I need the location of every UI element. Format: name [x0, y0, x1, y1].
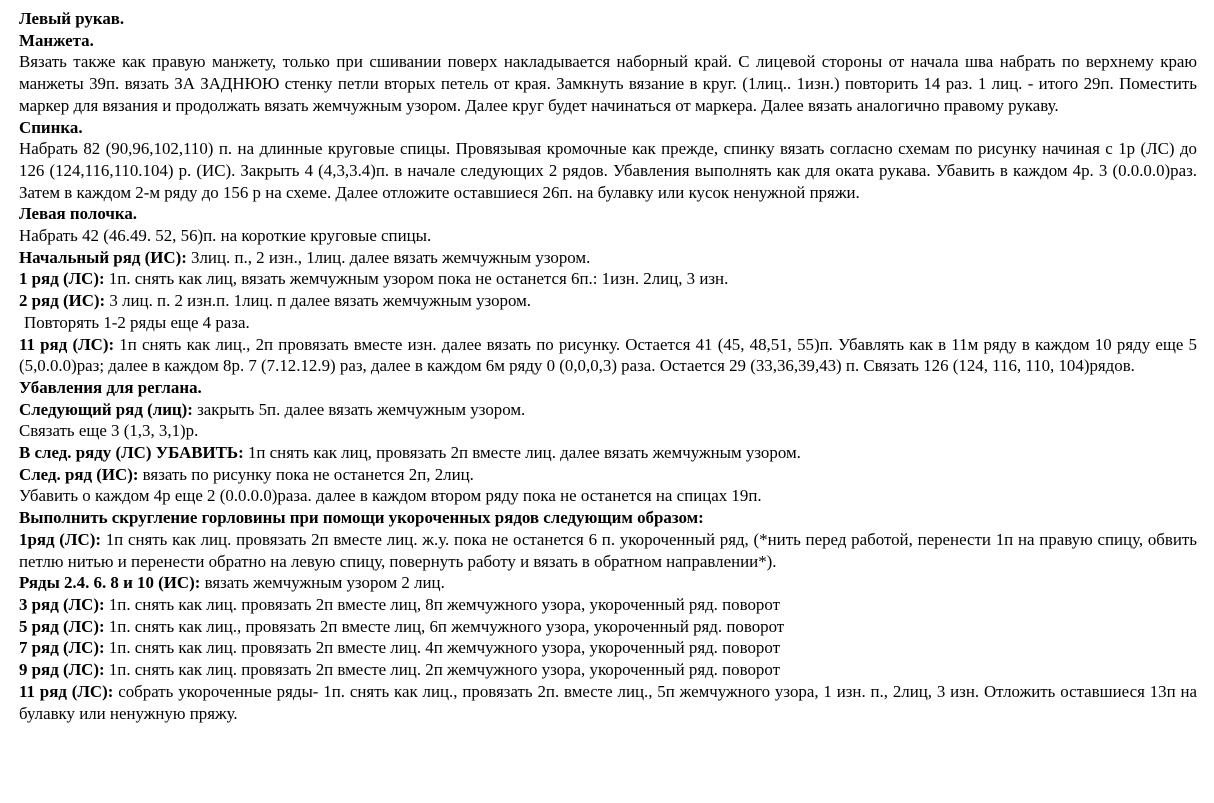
neck-row-11-text: собрать укороченные ряды- 1п. снять как лиц., провязать 2п. вместе лиц., 5п жемчужного узора, 1 изн. п., 2лиц, 3 изн. Отложить оставшиеся 13п на булавку или ненужную пряжу. [19, 681, 1198, 723]
neckline-heading: Выполнить скругление горловины при помощи укороченных рядов следующим образом: [19, 508, 704, 528]
cuff-paragraph: Вязать также как правую манжету, только при сшивании поверх накладывается наборный край. С лицевой стороны от начала шва набрать по верхнему краю манжеты 39п. вязать ЗА ЗАДНЮЮ стенку петли вторых петель от края. Замкнуть вязание в круг. (1лиц.. 1изн.) повторить 14 раз. 1 лиц. - итого 29п. Поместить маркер для вязания и продолжать вязать жемчужным узором. Далее круг будет начинаться от маркера. Далее вязать аналогично правому рукаву. [19, 52, 1197, 115]
left-sleeve-heading: Левый рукав. [19, 9, 125, 28]
repeat-rows-line: Повторять 1-2 ряды еще 4 раза. [24, 312, 250, 332]
front-row-step [19, 268, 1197, 290]
raglan-next-row-text: закрыть 5п. далее вязать жемчужным узором. [192, 399, 526, 419]
neck-row-label: 3 ряд (ЛС): [19, 594, 105, 614]
cuff-heading: Манжета. [19, 30, 94, 50]
neck-row-text: 1п. снять как лиц., провязать 2п вместе лиц, 6п жемчужного узора, укороченный ряд. поворот [104, 616, 785, 636]
front-row-11-paragraph [19, 334, 1197, 377]
front-row-11-text: 1п снять как лиц., 2п провязать вместе изн. далее вязать по рисунку. Остается 41 (45, 48,51, 55)п. Убавлять как в 11м ряду в каждом 10 ряду еще 5 (5,0.0.0)раз; далее в каждом 8р. 7 (7.12.12.9) раз, далее в каждом 6м ряду 0 (0,0,0,3) раза. Остается 29 (33,36,39,43) п. Связать 126 (124, 116, 110, 104)рядов. [19, 334, 1198, 376]
neck-row-step [19, 572, 1197, 594]
raglan-decrease-more: Убавить о каждом 4р еще 2 (0.0.0.0)раза. далее в каждом втором ряду пока не останется на спицах 19п. [19, 486, 762, 506]
raglan-ws-label: След. ряд (ИС): [19, 464, 139, 484]
left-front-heading: Левая полочка. [19, 204, 138, 224]
neck-row-label: 7 ряд (ЛС): [19, 638, 105, 658]
raglan-knit-more: Связать еще 3 (1,3, 3,1)р. [19, 421, 199, 441]
front-row-text: 3лиц. п., 2 изн., 1лиц. далее вязать жемчужным узором. [186, 247, 591, 267]
raglan-decrease-label: В след. ряду (ЛС) УБАВИТЬ: [19, 443, 244, 463]
cast-on-line: Набрать 42 (46.49. 52, 56)п. на короткие круговые спицы. [19, 226, 432, 246]
neck-row-1-paragraph [19, 529, 1197, 572]
front-row-11-label: 11 ряд (ЛС): [19, 334, 115, 354]
neck-row-text: 1п. снять как лиц. провязать 2п вместе лиц. 2п жемчужного узора, укороченный ряд. поворот [104, 660, 780, 680]
raglan-ws-text: вязать по рисунку пока не останется 2п, 2лиц. [138, 464, 474, 484]
raglan-next-row-label: Следующий ряд (лиц): [19, 399, 193, 419]
neck-row-1-label: 1ряд (ЛС): [19, 529, 101, 549]
neck-row-step [19, 637, 1197, 659]
raglan-decrease-row [19, 442, 1197, 464]
neck-row-step [19, 594, 1197, 616]
neck-row-label: Ряды 2.4. 6. 8 и 10 (ИС): [19, 573, 201, 593]
front-row-label: 2 ряд (ИС): [19, 291, 106, 311]
front-row-text: 3 лиц. п. 2 изн.п. 1лиц. п далее вязать жемчужным узором. [105, 291, 532, 311]
back-heading: Спинка. [19, 117, 83, 137]
neck-row-label: 5 ряд (ЛС): [19, 616, 105, 636]
neck-row-step [19, 659, 1197, 681]
raglan-ws-row [19, 464, 1197, 486]
front-row-label: Начальный ряд (ИС): [19, 247, 187, 267]
neck-row-step [19, 616, 1197, 638]
neck-row-text: 1п. снять как лиц. провязать 2п вместе лиц, 8п жемчужного узора, укороченный ряд. поворот [104, 594, 780, 614]
front-row-text: 1п. снять как лиц, вязать жемчужным узором пока не останется 6п.: 1изн. 2лиц, 3 изн. [104, 269, 729, 289]
neck-row-text: 1п. снять как лиц. провязать 2п вместе лиц. 4п жемчужного узора, укороченный ряд. поворот [104, 638, 780, 658]
raglan-heading: Убавления для реглана. [19, 377, 202, 397]
neck-row-label: 9 ряд (ЛС): [19, 660, 105, 680]
front-row-label: 1 ряд (ЛС): [19, 269, 105, 289]
front-row-step [19, 247, 1197, 269]
neck-row-11-label: 11 ряд (ЛС): [19, 681, 114, 701]
front-row-step [19, 290, 1197, 312]
raglan-decrease-text: 1п снять как лиц, провязать 2п вместе лиц. далее вязать жемчужным узором. [243, 443, 801, 463]
raglan-next-row [19, 399, 1197, 421]
neck-row-11-paragraph [19, 681, 1197, 724]
back-paragraph: Набрать 82 (90,96,102,110) п. на длинные круговые спицы. Провязывая кромочные как прежде, спинку вязать согласно схемам по рисунку начиная с 1р (ЛС) до 126 (124,116,110.104) р. (ИС). Закрыть 4 (4,3,3.4)п. в начале следующих 2 рядов. Убавления выполнять как для оката рукава. Убавить в каждом 4р. 3 (0.0.0.0)раз. Затем в каждом 2-м ряду до 156 р на схеме. Далее отложите оставшиеся 26п. на булавку или кусок ненужной пряжи. [19, 139, 1197, 202]
neck-row-1-text: 1п снять как лиц. провязать 2п вместе лиц. ж.у. пока не останется 6 п. укороченный ряд, (*нить перед работой, перенести 1п на правую спицу, обвить петлю нитью и перенести обратно на левую спицу, повернуть работу и вязать в обратном направлении*). [19, 529, 1197, 571]
neck-row-text: вязать жемчужным узором 2 лиц. [200, 573, 445, 593]
